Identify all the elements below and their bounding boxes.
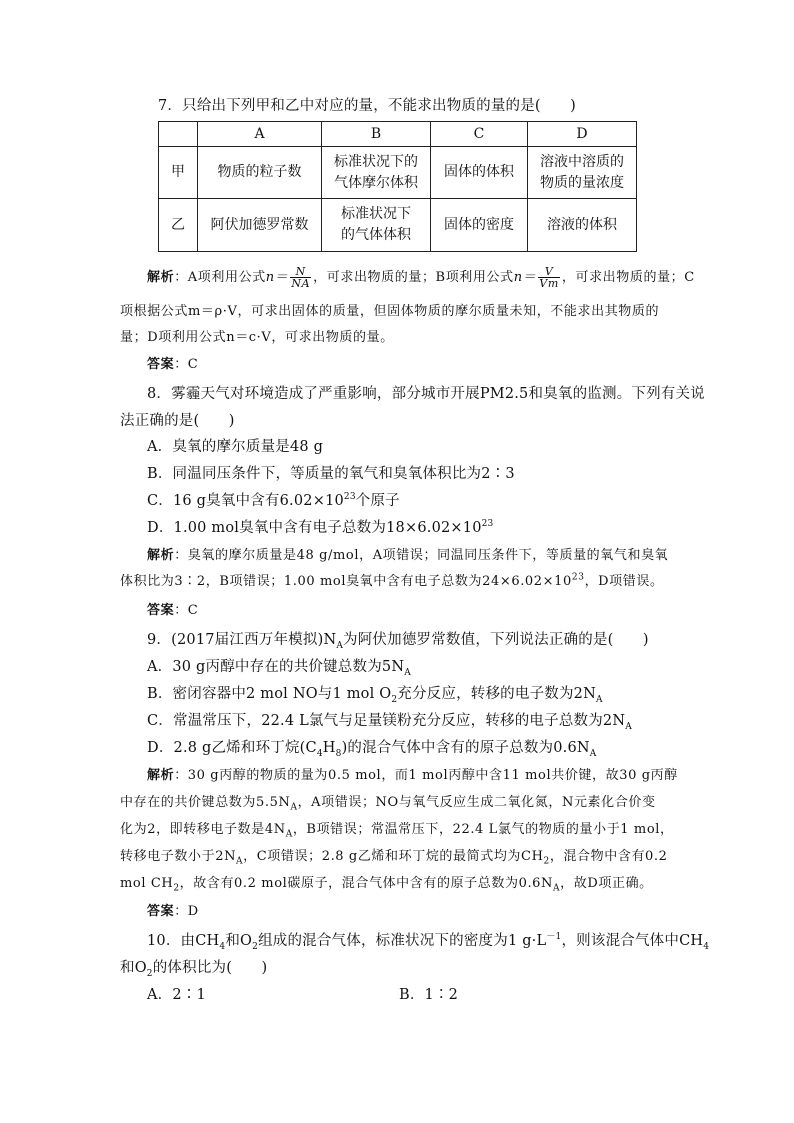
fraction-numerator: N [290,266,311,278]
cell-yi-b-line1: 标准状况下 [341,206,411,222]
cell-jia-d-line2: 物质的量浓度 [540,174,624,191]
question-7-answer [147,355,198,375]
explanation-text: 中存在的共价键总数为5.5N [120,795,291,810]
question-7-explanation-line-2: 项根据公式m＝ρ·V，可求出固体的质量，但固体物质的摩尔质量未知，不能求出其物质的 [120,304,660,319]
fraction-denominator: Vm [539,277,559,290]
cell-jia-b [322,147,431,199]
row-label-yi: 乙 [159,199,198,252]
question-9-stem [147,630,649,650]
explanation-text: ：A项利用公式 [174,270,266,285]
explanation-label: 解析 [147,768,175,783]
question-9-explanation-line-2 [120,793,656,813]
subscript: 2 [543,856,550,867]
explanation-text: ，可求出物质的量；C [561,270,695,285]
cell-jia-d-line1: 溶液中溶质的 [540,153,624,170]
subscript: 4 [703,941,710,952]
stem-text: ，则该混合气体中CH [561,933,704,949]
fraction-v-over-vm [538,266,560,289]
option-text: C．16 g臭氧中含有6.02×10 [147,493,344,509]
subscript: 2 [146,968,153,979]
explanation-text: mol CH [120,876,174,891]
explanation-text: ：臭氧的摩尔质量是48 g/mol，A项错误；同温同压条件下，等质量的氧气和臭氧 [174,548,669,563]
answer-label: 答案 [147,603,175,618]
question-7-stem: 7．只给出下列甲和乙中对应的量，不能求出物质的量的是( ) [158,98,577,114]
subscript: A [589,748,597,759]
cell-yi-b [322,199,431,252]
answer-label: 答案 [147,904,175,919]
header-b: B [322,122,431,147]
table-corner-cell [159,122,198,147]
superscript: 23 [571,572,585,583]
header-a: A [198,122,322,147]
stem-text: 10．由CH [147,933,220,949]
question-9-explanation-line-4 [120,847,668,867]
cell-yi-d: 溶液的体积 [528,199,637,252]
option-text: A．30 g丙醇中存在的共价键总数为5N [147,659,405,675]
question-7-table [158,121,637,252]
explanation-text: 转移电子数小于2N [120,849,237,864]
header-d: D [528,122,637,147]
answer-label: 答案 [147,357,175,372]
subscript: 8 [335,748,342,759]
explanation-text: ：30 g丙醇的物质的量为0.5 mol，而1 mol丙醇中含11 mol共价键，故30 g丙醇 [174,768,678,783]
stem-text: 和O [120,960,147,976]
question-8-explanation-line-1 [147,546,668,566]
superscript: 23 [343,492,356,503]
subscript: A [290,802,298,813]
explanation-label: 解析 [147,270,175,285]
formula-lhs: n＝ [513,270,537,285]
subscript: A [336,640,344,651]
superscript: －1 [546,932,562,943]
table-row [159,199,637,252]
explanation-text: ，C项错误；2.8 g乙烯和环丁烷的最简式均为CH [243,849,544,864]
question-7-explanation-line-3: 量；D项利用公式n＝c·V，可求出物质的量。 [120,330,394,345]
stem-text: 的体积比为( ) [152,960,268,976]
question-8-stem-line-1: 8．雾霾天气对环境造成了严重影响，部分城市开展PM2.5和臭氧的监测。下列有关说 [147,386,705,402]
question-8-explanation-line-2 [120,572,664,592]
question-10-stem-line-2 [120,958,267,978]
cell-jia-c: 固体的体积 [431,147,528,199]
question-9-option-b [147,684,603,704]
option-text: C．常温常压下，22.4 L氯气与足量镁粉充分反应，转移的电子总数为2N [147,713,626,729]
explanation-text: ，可求出物质的量；B项利用公式 [313,270,514,285]
subscript: A [553,883,561,894]
question-8-stem-line-2: 法正确的是( ) [120,413,235,429]
header-c: C [431,122,528,147]
cell-jia-a: 物质的粒子数 [198,147,322,199]
explanation-text: ，混合物中含有0.2 [549,849,668,864]
option-text: 充分反应，转移的电子数为2N [397,686,596,702]
cell-yi-b-line2: 的气体体积 [341,227,411,243]
subscript: A [285,829,293,840]
question-10-option-b: B．1∶2 [399,987,459,1003]
subscript: A [596,694,603,705]
question-9-explanation-line-5 [120,874,653,894]
option-text: )的混合气体中含有的原子总数为0.6N [341,740,590,756]
answer-value: ：D [174,904,199,919]
option-text: 个原子 [355,493,400,509]
table-row [159,147,637,199]
question-9-explanation-line-1 [147,766,678,786]
subscript: 4 [316,748,323,759]
row-label-jia: 甲 [159,147,198,199]
explanation-text: ，A项错误；NO与氧气反应生成二氧化氮，N元素化合价变 [297,795,656,810]
explanation-text: ，故含有0.2 mol碳原子，混合气体中含有的原子总数为0.6N [179,876,554,891]
question-9-answer [147,902,199,922]
superscript: 23 [481,519,494,530]
cell-jia-b-line2: 气体摩尔体积 [334,174,418,191]
question-7-explanation-line-1 [147,266,695,289]
formula-lhs: n＝ [265,270,289,285]
subscript: A [236,856,244,867]
fraction-n-over-na [290,266,311,289]
question-9-option-d [147,738,596,758]
cell-yi-c: 固体的密度 [431,199,528,252]
explanation-label: 解析 [147,548,175,563]
explanation-text: ，故D项正确。 [560,876,653,891]
question-10-option-a: A．2∶1 [147,987,206,1003]
subscript: A [625,721,632,732]
question-10-stem-line-1 [147,931,709,951]
answer-value: ：C [174,603,199,618]
subscript: A [404,667,411,678]
fraction-numerator: V [538,266,560,278]
table-header-row [159,122,637,147]
subscript: 2 [252,941,259,952]
subscript: 4 [219,941,226,952]
question-8-answer [147,601,198,621]
question-9-explanation-line-3 [120,820,674,840]
answer-value: ：C [174,357,199,372]
option-text: D．2.8 g乙烯和环丁烷(C [147,740,317,756]
subscript: 2 [173,883,180,894]
question-8-option-a: A．臭氧的摩尔质量是48 g [147,439,324,455]
option-text: B．密闭容器中2 mol NO与1 mol O [147,686,392,702]
question-9-option-c [147,711,632,731]
explanation-text: 体积比为3∶2，B项错误；1.00 mol臭氧中含有电子总数为24×6.02×10 [120,574,572,589]
stem-text: 和O [225,933,253,949]
subscript: 2 [391,694,398,705]
option-text: H [322,740,336,756]
question-8-option-d [147,518,493,538]
explanation-text: ，B项错误；常温常压下，22.4 L氯气的物质的量小于1 mol， [292,822,674,837]
stem-text: 组成的混合气体，标准状况下的密度为1 g·L [258,933,547,949]
cell-jia-d [528,147,637,199]
question-8-option-c [147,491,400,511]
question-8-option-b: B．同温同压条件下，等质量的氧气和臭氧体积比为2∶3 [147,466,515,482]
stem-text: 为阿伏加德罗常数值，下列说法正确的是( ) [343,632,649,648]
question-9-option-a [147,657,411,677]
explanation-text: ，D项错误。 [584,574,664,589]
option-text: D．1.00 mol臭氧中含有电子总数为18×6.02×10 [147,520,482,536]
cell-yi-a: 阿伏加德罗常数 [198,199,322,252]
explanation-text: 化为2，即转移电子数是4N [120,822,286,837]
fraction-denominator: NA [291,277,311,290]
stem-text: 9．(2017届江西万年模拟)N [147,632,337,648]
cell-jia-b-line1: 标准状况下的 [334,153,418,170]
